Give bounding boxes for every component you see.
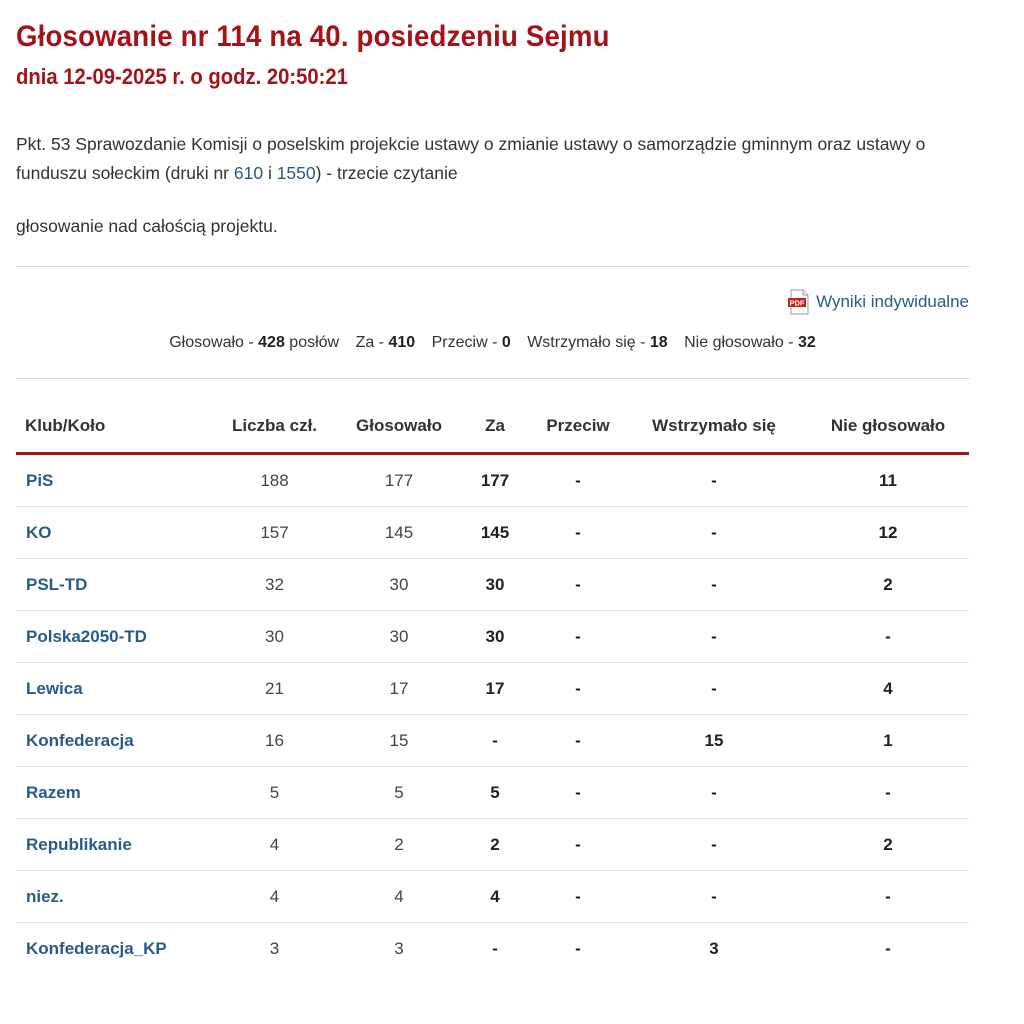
- cell-voted: 177: [343, 454, 455, 507]
- vote-summary: [16, 334, 969, 352]
- divider: [16, 266, 969, 267]
- cell-club: [16, 611, 206, 663]
- cell-absent: 2: [807, 559, 969, 611]
- summary-voted-value: 428: [258, 334, 285, 351]
- header-members: Liczba czł.: [206, 400, 343, 454]
- cell-voted: 30: [343, 559, 455, 611]
- cell-members: 30: [206, 611, 343, 663]
- agenda-text: Pkt. 53 Sprawozdanie Komisji o poselskim projekcie ustawy o zmianie ustawy o samorządzie gminnym oraz ustawy o funduszu sołeckim (druki nr: [16, 134, 926, 183]
- cell-absent: 2: [807, 819, 969, 871]
- cell-yes: -: [492, 938, 498, 958]
- cell-club: [16, 715, 206, 767]
- club-link[interactable]: niez.: [26, 886, 64, 906]
- results-table: [16, 400, 969, 974]
- cell-club: [16, 663, 206, 715]
- cell-yes: 30: [455, 611, 535, 663]
- cell-members: 16: [206, 715, 343, 767]
- header-yes: Za: [455, 400, 535, 454]
- club-link[interactable]: KO: [26, 522, 52, 542]
- cell-no: -: [535, 611, 621, 663]
- summary-abstain-label: Wstrzymało się -: [527, 334, 650, 351]
- individual-results-label[interactable]: Wyniki indywidualne: [816, 292, 969, 311]
- cell-abstain: -: [621, 819, 807, 871]
- cell-voted: 17: [343, 663, 455, 715]
- header-club: Klub/Koło: [16, 400, 206, 454]
- club-link[interactable]: Konfederacja: [26, 730, 134, 750]
- cell-abstain: -: [621, 767, 807, 819]
- agenda-reading: ) - trzecie czytanie: [315, 163, 458, 183]
- cell-voted: 5: [343, 767, 455, 819]
- header-voted: Głosowało: [343, 400, 455, 454]
- cell-abstain: -: [621, 611, 807, 663]
- cell-abstain: -: [621, 507, 807, 559]
- cell-no: -: [535, 715, 621, 767]
- club-link[interactable]: PiS: [26, 470, 54, 490]
- cell-club: [16, 923, 206, 975]
- cell-club: [16, 507, 206, 559]
- summary-no-value: 0: [501, 334, 511, 351]
- table-row: [16, 663, 969, 715]
- cell-absent: -: [807, 611, 969, 663]
- vote-description: głosowanie nad całością projektu.: [16, 216, 278, 236]
- cell-yes: 2: [455, 819, 535, 871]
- vote-date: dnia 12-09-2025 r. o godz. 20:50:21: [16, 64, 348, 89]
- cell-no: -: [535, 871, 621, 923]
- cell-members: 21: [206, 663, 343, 715]
- summary-voted: [169, 334, 339, 351]
- cell-members: 188: [206, 454, 343, 507]
- cell-abstain: -: [621, 871, 807, 923]
- summary-yes-label: Za -: [355, 334, 389, 351]
- summary-yes-value: 410: [388, 334, 416, 351]
- pdf-icon-label: PDF: [789, 298, 805, 308]
- cell-yes: 30: [455, 559, 535, 611]
- cell-yes: 145: [455, 507, 535, 559]
- cell-yes: 4: [455, 871, 535, 923]
- summary-yes: [356, 334, 416, 351]
- cell-absent: -: [885, 938, 891, 958]
- cell-absent: 11: [807, 454, 969, 507]
- cell-voted: 4: [343, 871, 455, 923]
- summary-no: [432, 334, 511, 351]
- club-link[interactable]: Republikanie: [26, 834, 132, 854]
- divider: [16, 378, 969, 379]
- cell-abstain: 15: [621, 715, 807, 767]
- summary-absent-label: Nie głosowało -: [684, 334, 798, 351]
- summary-absent-value: 32: [797, 334, 816, 351]
- cell-members: 4: [206, 871, 343, 923]
- print-1550-link[interactable]: 1550: [276, 163, 316, 183]
- cell-absent: -: [807, 871, 969, 923]
- club-link[interactable]: Konfederacja_KP: [26, 938, 167, 958]
- cell-members: 5: [206, 767, 343, 819]
- cell-abstain: -: [621, 663, 807, 715]
- table-row: [16, 454, 969, 507]
- header-abstain: Wstrzymało się: [621, 400, 807, 454]
- cell-voted: 145: [343, 507, 455, 559]
- club-link[interactable]: Razem: [26, 782, 81, 802]
- cell-club: [16, 767, 206, 819]
- cell-club: [16, 454, 206, 507]
- cell-yes: 17: [455, 663, 535, 715]
- table-row: [16, 819, 969, 871]
- cell-yes: 5: [455, 767, 535, 819]
- cell-absent: 4: [807, 663, 969, 715]
- club-link[interactable]: Polska2050-TD: [26, 626, 147, 646]
- summary-absent: [684, 334, 816, 351]
- cell-abstain: -: [621, 559, 807, 611]
- table-row: [16, 923, 969, 975]
- summary-abstain-value: 18: [649, 334, 668, 351]
- cell-absent: 1: [807, 715, 969, 767]
- cell-members: 4: [206, 819, 343, 871]
- cell-voted: 15: [343, 715, 455, 767]
- individual-results-link[interactable]: [788, 289, 969, 315]
- summary-abstain: [527, 334, 667, 351]
- table-row: [16, 507, 969, 559]
- cell-no: -: [535, 819, 621, 871]
- cell-members: 3: [269, 938, 280, 958]
- agenda-and: i: [263, 163, 277, 183]
- table-row: [16, 715, 969, 767]
- cell-club: [16, 871, 206, 923]
- cell-no: -: [535, 767, 621, 819]
- cell-no: -: [535, 663, 621, 715]
- table-header-row: [16, 400, 969, 454]
- cell-no: -: [535, 454, 621, 507]
- cell-club: [16, 819, 206, 871]
- cell-no: -: [575, 938, 581, 958]
- cell-absent: -: [807, 767, 969, 819]
- cell-members: 32: [206, 559, 343, 611]
- table-row: [16, 611, 969, 663]
- cell-yes: 177: [455, 454, 535, 507]
- table-row: [16, 559, 969, 611]
- cell-voted: 2: [343, 819, 455, 871]
- header-absent: Nie głosowało: [807, 400, 969, 454]
- cell-voted: 3: [394, 938, 404, 958]
- header-no: Przeciw: [535, 400, 621, 454]
- cell-abstain: 3: [709, 938, 719, 958]
- summary-no-label: Przeciw -: [431, 334, 502, 351]
- page-title: Głosowanie nr 114 na 40. posiedzeniu Sejmu: [16, 20, 610, 53]
- table-row: [16, 767, 969, 819]
- cell-club: [16, 559, 206, 611]
- cell-yes: -: [455, 715, 535, 767]
- print-610-link[interactable]: 610: [233, 163, 264, 183]
- summary-voted-label: Głosowało -: [169, 334, 259, 351]
- pdf-icon: [788, 289, 810, 315]
- table-row: [16, 871, 969, 923]
- agenda-item: [16, 130, 969, 188]
- cell-members: 157: [206, 507, 343, 559]
- cell-absent: 12: [807, 507, 969, 559]
- cell-no: -: [535, 507, 621, 559]
- club-link[interactable]: PSL-TD: [26, 574, 88, 594]
- cell-voted: 30: [343, 611, 455, 663]
- summary-voted-suffix: posłów: [284, 334, 340, 351]
- cell-no: -: [535, 559, 621, 611]
- cell-abstain: -: [621, 454, 807, 507]
- club-link[interactable]: Lewica: [26, 678, 83, 698]
